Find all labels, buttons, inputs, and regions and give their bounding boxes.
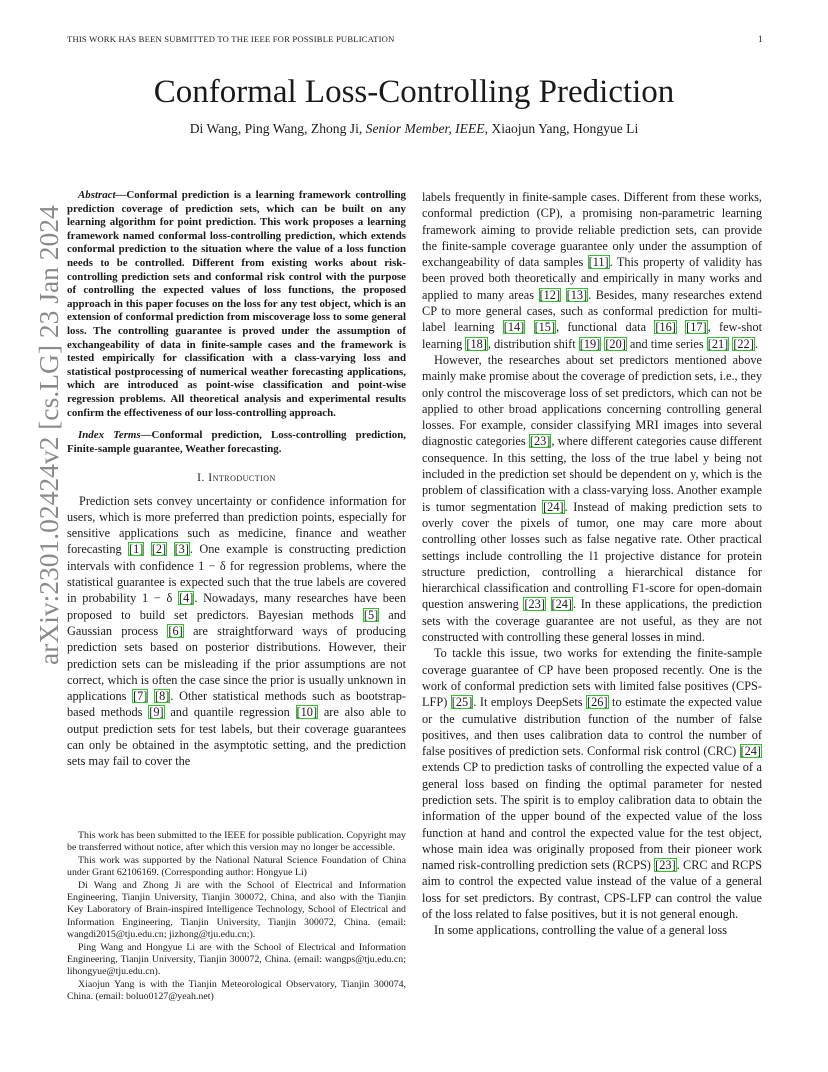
citation-link[interactable]: [7] (133, 689, 148, 704)
section-title: Introduction (208, 472, 276, 485)
footnote: Xiaojun Yang is with the Tianjin Meteorological Observatory, Tianjin 300074, China. (email: boluo0127@yeah.net) (67, 978, 406, 1003)
text-run: , few-shot learning (422, 320, 763, 351)
text-run: . This property of validity has been proved both theoretically and empirically in many works and applied to many areas (422, 255, 762, 302)
text-run: . (754, 336, 758, 351)
citation-link[interactable]: [19] (579, 336, 601, 351)
text-run: . Instead of making prediction sets to overly cover the pixels of tumor, one may care more about controlling other losses such as false negative rate. Other practical settings include controlling the l1 projective distance for protein structure prediction, controlling a hierarchical distance for hierarchical classification and controlling F1-score for open-domain question answering (422, 499, 762, 612)
citation-link[interactable]: [4] (179, 591, 194, 606)
authors-part1: Di Wang, Ping Wang, Zhong Ji, (189, 121, 366, 136)
right-paragraph-2 (422, 352, 762, 645)
intro-paragraph-1 (67, 493, 406, 770)
right-paragraph-4: In some applications, controlling the value of a general loss (434, 923, 727, 938)
citation-link[interactable]: [24] (543, 499, 564, 514)
text-run: , where different categories cause different consequence. In this setting, the loss of the true label y being not included in the prediction set should be dependent on y, which is the problem of classification with a class-varying loss. Another example is tumor segmentation (422, 434, 762, 514)
citation-link[interactable]: [2] (151, 542, 167, 557)
citation-link[interactable]: [26] (587, 695, 608, 710)
footnote: Ping Wang and Hongyue Li are with the School of Electrical and Information Engineering, Tianjin University, Tianjin 300072, China. (email: wangps@tju.edu.cn; lihongyue@tju.edu.cn). (67, 941, 406, 978)
citation-link[interactable]: [23] (655, 858, 676, 873)
section-number: I. (197, 472, 209, 485)
arxiv-stamp: arXiv:2301.02424v2 [cs.LG] 23 Jan 2024 (33, 205, 64, 665)
text-run: . In these applications, the prediction sets with the coverage guarantee are not useful, as they are not constructed with controlling these general losses in mind. (422, 597, 763, 645)
citation-link[interactable]: [24] (551, 597, 573, 612)
footnote: This work was supported by the National Natural Science Foundation of China under Grant 62106169. (Corresponding author: Hongyue Li) (67, 854, 406, 879)
citation-link[interactable]: [11] (588, 255, 609, 270)
citation-link[interactable]: [20] (605, 336, 626, 351)
citation-link[interactable]: [23] (529, 434, 551, 449)
index-terms-label: Index Terms (78, 429, 141, 442)
citation-link[interactable]: [25] (451, 695, 473, 710)
citation-link[interactable]: [16] (655, 320, 676, 335)
abstract-label: Abstract (78, 189, 116, 201)
text-run: to estimate the expected value or the cumulative distribution function of the number of false positives, and then uses calibration data to control the number of false positives of prediction sets. Conformal risk control (CRC) (422, 695, 762, 759)
text-run: , functional data (556, 320, 655, 335)
text-run: labels frequently in finite-sample cases. Different from these works, conformal prediction (CP), a promising non-parametric learning framework aiming to provide reliable prediction sets, can provide the finite-sample coverage guarantee only under the assumption of exchangeability of data samples (422, 190, 762, 270)
citation-link[interactable]: [6] (168, 623, 183, 638)
text-run: . Other statistical methods such as bootstrap-based methods (67, 689, 407, 720)
footnote: This work has been submitted to the IEEE for possible publication. Copyright may be transferred without notice, after which this version may no longer be accessible. (67, 830, 406, 854)
author-role: Senior Member, IEEE (365, 121, 485, 136)
citation-link[interactable]: [15] (534, 320, 556, 335)
text-run: . It employs DeepSets (473, 695, 587, 710)
right-column (422, 189, 762, 939)
citation-link[interactable]: [13] (566, 287, 588, 302)
text-run: . CRC and RCPS aim to control the expected value instead of the value of a general loss for set predictors. By contrast, CPS-LFP can control the value of the loss related to false positives, but it is not general enough. (422, 858, 762, 922)
citation-link[interactable]: [22] (733, 336, 754, 351)
text-run: However, the researches about set predictors mentioned above mainly make promise about the coverage of prediction sets, i.e., they only control the miscoverage loss of set predictors, which can not be applied to other broad applications concerning controlling general losses. For example, consider classifying MRI images into several diagnostic categories (422, 352, 762, 449)
text-run: are straightforward ways of producing prediction sets based on posterior distributions. However, their prediction sets can be misleading if the prior assumptions are not correct, which is often the case since the prior is usually unknown in applications (67, 623, 406, 704)
authors-part2: , Xiaojun Yang, Hongyue Li (484, 121, 639, 136)
text-run: extends CP to prediction tasks of controlling the expected value of a general loss based on finding the optimal parameter for nested prediction sets. The spirit is to employ calibration data to obtain the information of the upper bound of the expected value of the loss function at hand and control the expected value for the test object, whose main idea was originally proposed from their pioneer work named risk-controlling prediction sets (RCPS) (422, 760, 762, 873)
citation-link[interactable]: [17] (686, 320, 707, 335)
running-header: THIS WORK HAS BEEN SUBMITTED TO THE IEEE FOR POSSIBLE PUBLICATION (67, 34, 395, 44)
page-number: 1 (758, 34, 763, 44)
text-run: Prediction sets convey uncertainty or confidence information for users, which is more preferred than prediction points, especially for sensitive applications such as medicine, finance and weather forecasting (67, 493, 406, 557)
citation-link[interactable]: [1] (129, 542, 144, 557)
text-run: and Gaussian process (67, 607, 406, 638)
text-run: are also able to output prediction sets for test labels, but their coverage guarantees can only be obtained in the asymptotic setting, and the prediction sets may fail to cover the (67, 705, 406, 769)
citation-link[interactable]: [12] (539, 287, 561, 302)
abstract-text: —Conformal prediction is a learning framework controlling prediction coverage of prediction sets, which can be built on any learning algorithm for point prediction. This work proposes a learning framework named conformal loss-controlling prediction, which extends conformal prediction to the situation where the value of a loss function needs to be controlled. Different from existing works about risk-controlling prediction sets and conformal risk control with the purpose of controlling the expected values of loss functions, the proposed approach in this paper focuses on the loss for any test object, which is an extension of conformal prediction from miscoverage loss to some general loss. The controlling guarantee is proved under the assumption of exchangeability of data in finite-sample cases and the framework is tested empirically for classification with a class-varying loss and statistical postprocessing of numerical weather forecasting applications, which are introduced as point-wise classification and point-wise regression problems. All theoretical analysis and experimental results confirm the effectiveness of our loss-controlling approach. (67, 189, 406, 419)
footnotes (67, 830, 406, 1004)
citation-link[interactable]: [23] (524, 597, 545, 612)
right-paragraph-1 (422, 189, 762, 352)
citation-link[interactable]: [8] (155, 689, 170, 704)
citation-link[interactable]: [14] (503, 320, 525, 335)
citation-link[interactable]: [10] (296, 705, 318, 720)
text-run: . Nowadays, many researches have been proposed to build set predictors. Bayesian methods (67, 591, 406, 622)
footnote: Di Wang and Zhong Ji are with the School of Electrical and Information Engineering, Tianjin University, Tianjin 300072, China, and also with the Tianjin Key Laboratory of Brain-inspired Intelligence Technology, School of Electrical and Information Engineering, Tianjin University, Tianjin 300072, China. (email: wangdi2015@tju.edu.cn; jizhong@tju.edu.cn;). (67, 879, 406, 941)
author-list (0, 121, 828, 137)
index-terms (67, 429, 406, 456)
citation-link[interactable]: [21] (707, 336, 729, 351)
citation-link[interactable]: [3] (174, 542, 189, 557)
abstract (67, 189, 406, 420)
citation-link[interactable]: [9] (149, 705, 164, 720)
citation-link[interactable]: [5] (363, 607, 379, 622)
paper-title: Conformal Loss-Controlling Prediction (153, 74, 675, 110)
text-run: . One example is constructing prediction intervals with confidence 1 − δ for regression problems, where the statistical guarantee is expected such that the true labels are covered in probability 1 − δ (67, 542, 407, 606)
text-run: and quantile regression (164, 705, 296, 720)
citation-link[interactable]: [24] (740, 744, 761, 759)
right-paragraph-3 (422, 645, 762, 922)
index-terms-text: —Conformal prediction, Loss-controlling prediction, Finite-sample guarantee, Weather forecasting. (67, 429, 406, 455)
text-run: , distribution shift (487, 336, 579, 351)
section-heading (67, 470, 406, 486)
left-column (67, 189, 406, 770)
citation-link[interactable]: [18] (466, 336, 487, 351)
text-run: To tackle this issue, two works for extending the finite-sample coverage guarantee of CP have been proposed recently. One is the work of conformal prediction sets with limited false positives (CPS-LFP) (422, 646, 762, 710)
text-run: . Besides, many researches extend CP to more general cases, such as conformal prediction for multi-label learning (422, 287, 763, 335)
text-run: and time series (626, 336, 707, 351)
